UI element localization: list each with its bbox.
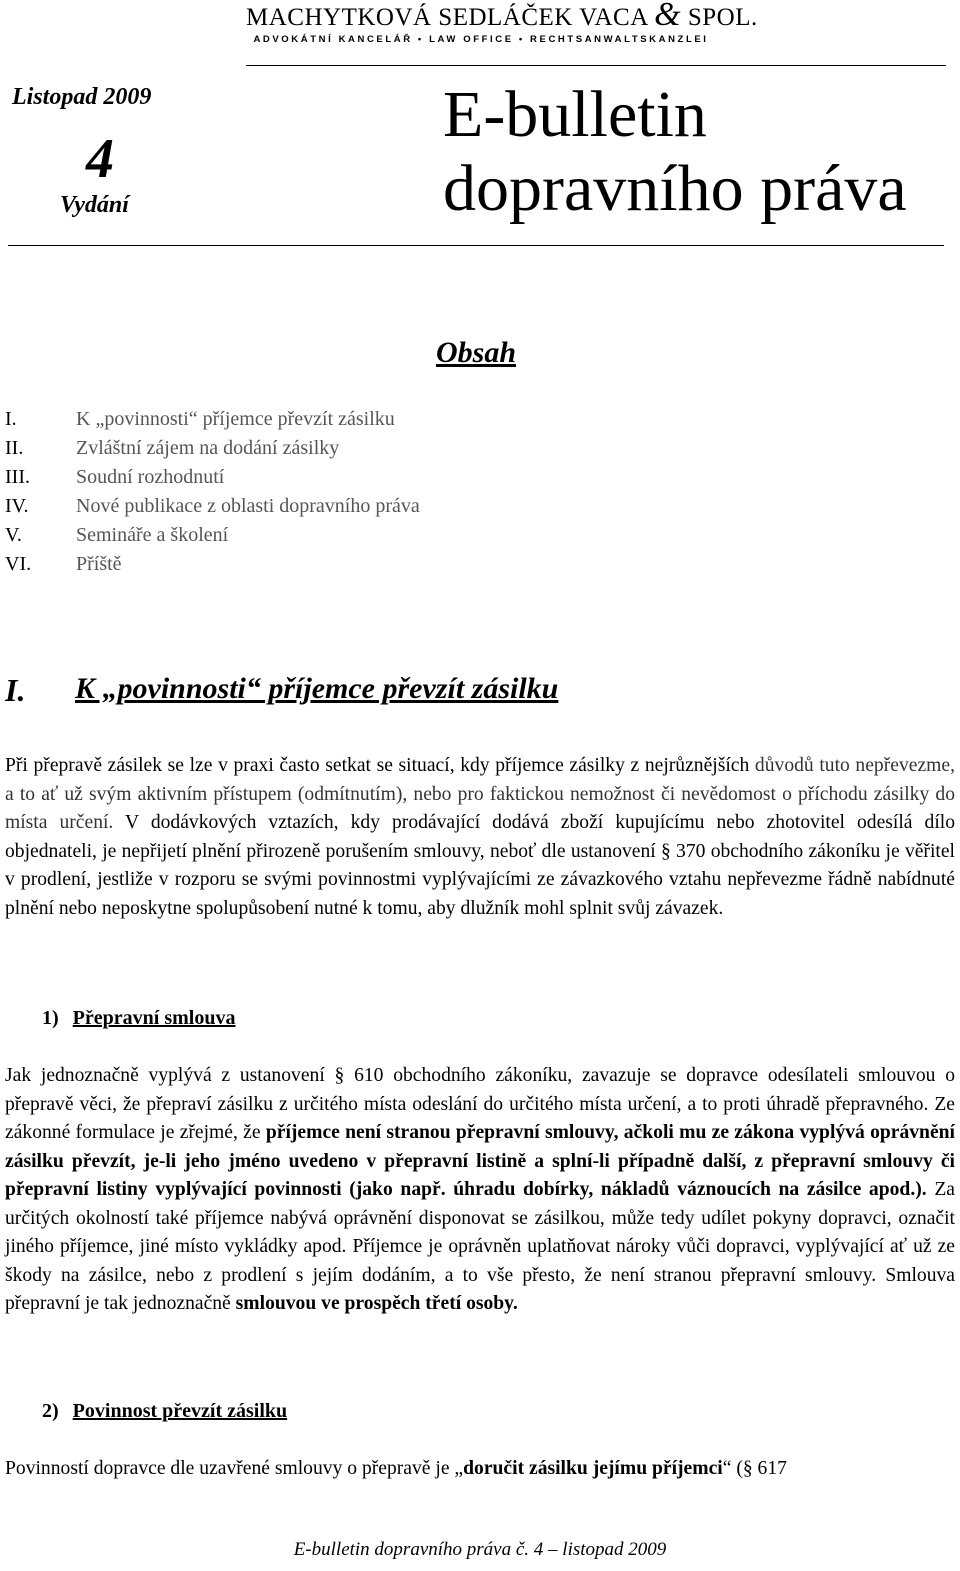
subsection-heading-1 [42,1007,235,1030]
paragraph-contract [5,1062,955,1319]
subsection-number: 1) [42,1007,59,1029]
toc-item[interactable] [5,521,420,550]
paragraph-contract-c: Za určitých okolností také příjemce nabývá oprávnění disponovat se zásilkou, může tedy udílet pokyny dopravci, označit jiného příjemce, jiné místo vykládky apod. Příjemce je oprávněn uplatňovat nároky vůči dopravci, vyplývající ať už ze škody na zásilce, nebo z prodlení s jejím dodáním, a to vše přesto, že není stranou přepravní smlouvy. Smlouva přepravní je tak jednoznačně [5,1179,955,1314]
issue-label: Vydání [60,192,129,218]
header-rule [246,65,946,66]
paragraph-obligation [5,1455,955,1484]
bulletin-title-line2: dopravního práva [443,152,907,225]
paragraph-obligation-c: “ (§ 617 [722,1458,787,1479]
page-footer: E-bulletin dopravního práva č. 4 – listopad 2009 [293,1539,667,1560]
toc-item-text: Soudní rozhodnutí [76,466,225,488]
paragraph-intro-middle: důvodů tuto nepřevezme, a to ať už svým aktivním přístupem (odmítnutím), nebo pro faktickou nemožnost či nevědomost o příchodu zásilky do místa určení. [5,755,955,833]
subsection-title: Přepravní smlouva [72,1007,236,1029]
toc-item[interactable] [5,463,420,492]
paragraph-intro-rest: V dodávkových vztazích, kdy prodávající dodává zboží kupujícímu nebo zhotovitel odesílá dílo objednateli, je nepřijetí plnění přirozeně porušením smlouvy, neboť dle ustanovení § 370 obchodního zákoníku je věřitel v prodlení, jestliže v rozporu se svými povinnostmi vyplývajícími ze závazkového vztahu nepřevezme řádně nabídnuté plnění nebo neposkytne spolupůsobení nutné k tomu, aby dlužník mohl splnit svůj závazek. [5,812,955,919]
paragraph-contract-bold-end: smlouvou ve prospěch třetí osoby. [235,1293,518,1314]
firm-subtitle: ADVOKÁTNÍ KANCELÁŘ • LAW OFFICE • RECHTSANWALTSKANZLEI [253,34,709,45]
firm-name-part-a: MACHYTKOVÁ SEDLÁČEK VACA [246,4,648,31]
issue-number: 4 [86,128,114,190]
toc-item-text: Semináře a školení [76,524,229,546]
firm-name [246,0,758,33]
paragraph-obligation-a: Povinností dopravce dle uzavřené smlouvy o přepravě je „ [5,1458,464,1479]
paragraph-contract-bold: příjemce není stranou přepravní smlouvy, ačkoli mu ze zákona vyplývá oprávnění zásilku převzít, je-li jeho jméno uvedeno v přepravní listině a splní-li případně další, z přepravní smlouvy či přepravní listiny vyplývající povinnosti (jako např. úhradu dobírky, nákladů váznoucích na zásilce apod.). [5,1122,955,1200]
firm-ampersand: & [654,0,682,33]
firm-name-part-b: SPOL. [687,4,758,31]
subsection-number: 2) [42,1400,59,1422]
toc-item-text: K „povinnosti“ příjemce převzít zásilku [76,408,395,430]
toc-list [5,405,420,579]
toc-item-text: Příště [76,553,122,575]
paragraph-contract-a: Jak jednoznačně vyplývá z ustanovení § 610 obchodního zákoníku, zavazuje se dopravce odesílateli smlouvou o přepravě věci, že přepraví zásilku z určitého místa odeslání do určitého místa určení, a to proti úhradě přepravného. Ze zákonné formulace je zřejmé, že [5,1065,955,1143]
toc-item[interactable] [5,405,420,434]
subsection-heading-2 [42,1400,287,1423]
toc-item-num: IV. [5,495,29,517]
toc-item[interactable] [5,550,420,579]
issue-date: Listopad 2009 [12,84,152,110]
toc-item[interactable] [5,434,420,463]
toc-item-text: Zvláštní zájem na dodání zásilky [76,437,340,459]
toc-item-num: II. [5,437,24,459]
subsection-title: Povinnost převzít zásilku [72,1400,288,1422]
toc-item-num: VI. [5,553,32,575]
section-title: K „povinnosti“ příjemce převzít zásilku [75,672,559,705]
paragraph-intro [5,752,955,923]
toc-heading: Obsah [436,336,517,369]
bulletin-title-line1: E-bulletin [443,78,707,151]
toc-item-num: I. [5,408,17,430]
paragraph-intro-lead: Při přepravě zásilek se lze v praxi často setkat se situací, kdy příjemce zásilky z nejrůznějších [5,755,750,776]
section-number: I. [5,672,26,708]
title-rule [8,245,944,246]
toc-item-num: III. [5,466,30,488]
toc-item[interactable] [5,492,420,521]
toc-item-text: Nové publikace z oblasti dopravního práva [76,495,420,517]
paragraph-obligation-bold: doručit zásilku jejímu příjemci [463,1458,723,1479]
toc-item-num: V. [5,524,22,546]
